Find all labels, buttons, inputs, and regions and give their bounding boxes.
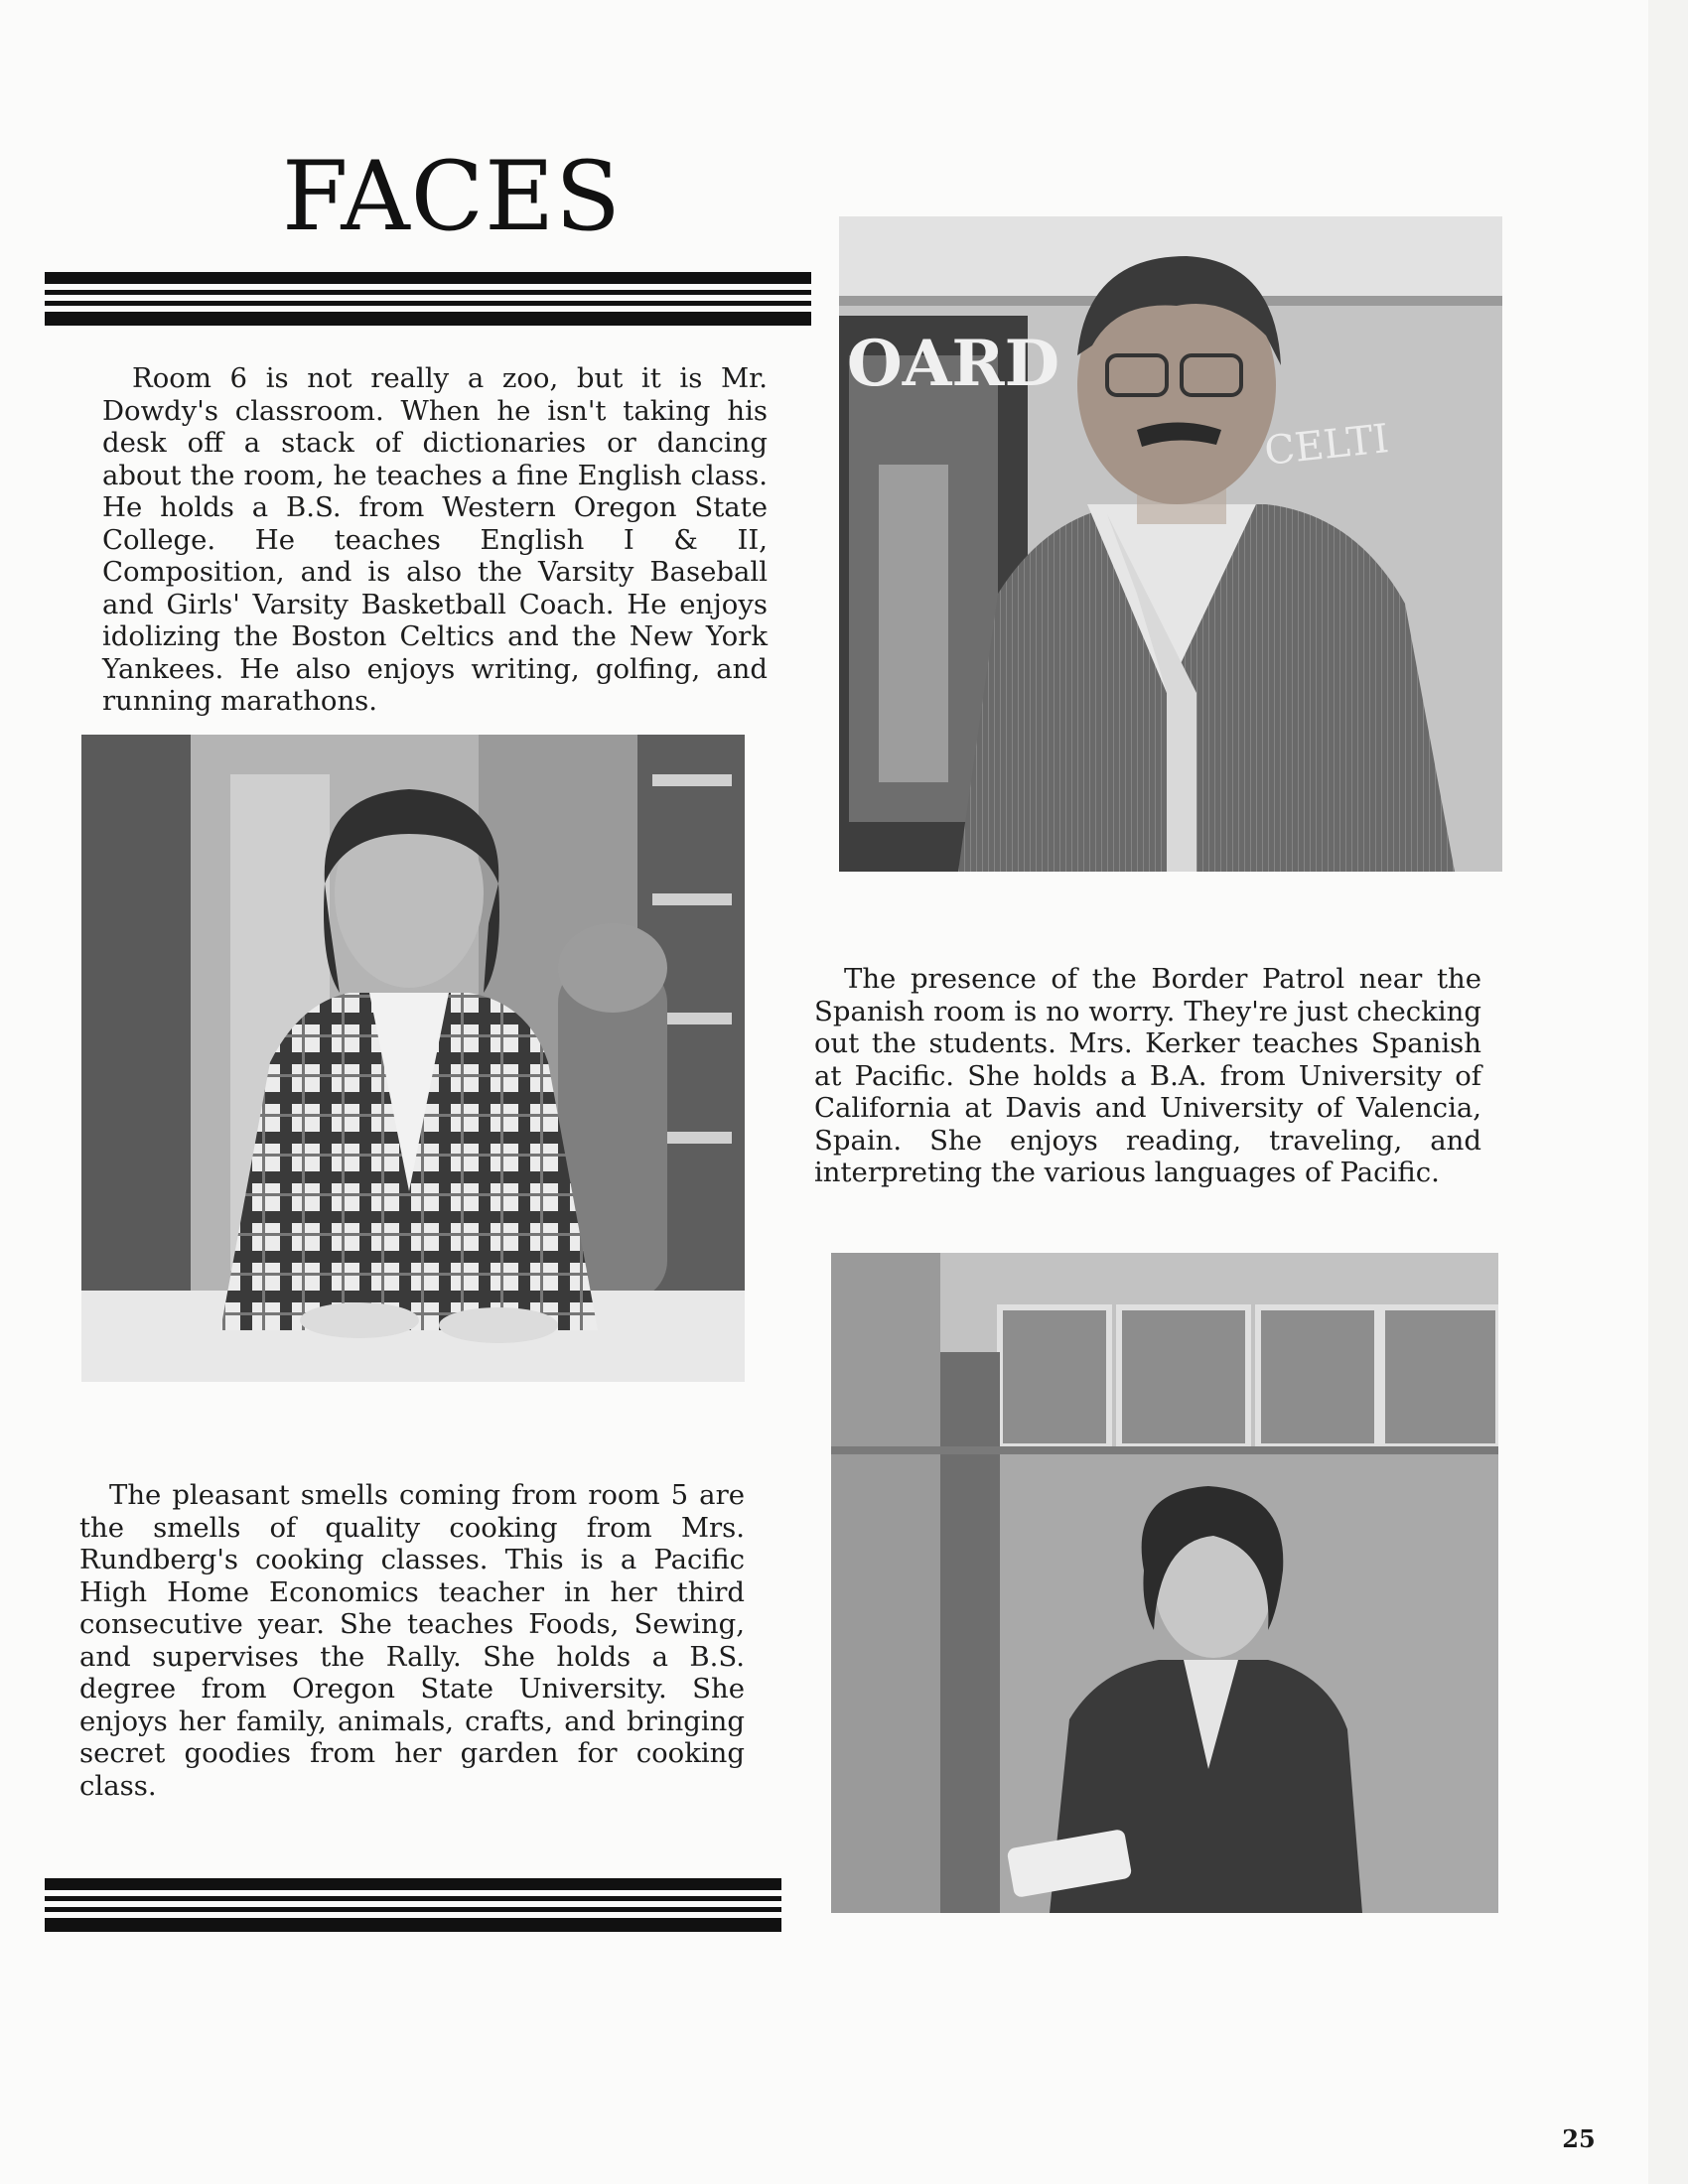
kerker-article-text: The presence of the Border Patrol near the Spanish room is no worry. They're just checking out the students. Mrs. Kerker teaches Spanish at Pacific. She holds a B.A. from University of California at Davis and University of Valencia, Spain. She enjoys reading, traveling, and interpreting the various languages of Pacific. [814,963,1481,1188]
page-edge-shadow [1648,0,1688,2184]
rundberg-photo [831,1253,1498,1913]
bottom-divider-rules [45,1878,781,1934]
page-number: 25 [1562,2124,1596,2153]
sign-text: OARD [847,327,1060,401]
kerker-photo [81,735,745,1382]
page-title: FACES [282,141,622,252]
rundberg-article-text: The pleasant smells coming from room 5 are the smells of quality cooking from Mrs. Rundberg's cooking classes. This is a Pacific High Home Economics teacher in her third consecutive year. She teaches Foods, Sewing, and supervises the Rally. She holds a B.S. degree from Oregon State University. She enjoys her family, animals, crafts, and bringing secret goodies from her garden for cooking class. [79,1479,745,1802]
dowdy-photo [839,216,1502,872]
banner-text: CELTI [1262,416,1391,475]
dowdy-article-text: Room 6 is not really a zoo, but it is Mr. Dowdy's classroom. When he isn't taking his desk off a stack of dictionaries or dancing about the room, he teaches a fine English class. He holds a B.S. from Western Oregon State College. He teaches English I & II, Composition, and is also the Varsity Baseball and Girls' Varsity Basketball Coach. He enjoys idolizing the Boston Celtics and the New York Yankees. He also enjoys writing, golfing, and running marathons. [102,362,768,717]
top-divider-rules [45,272,811,328]
